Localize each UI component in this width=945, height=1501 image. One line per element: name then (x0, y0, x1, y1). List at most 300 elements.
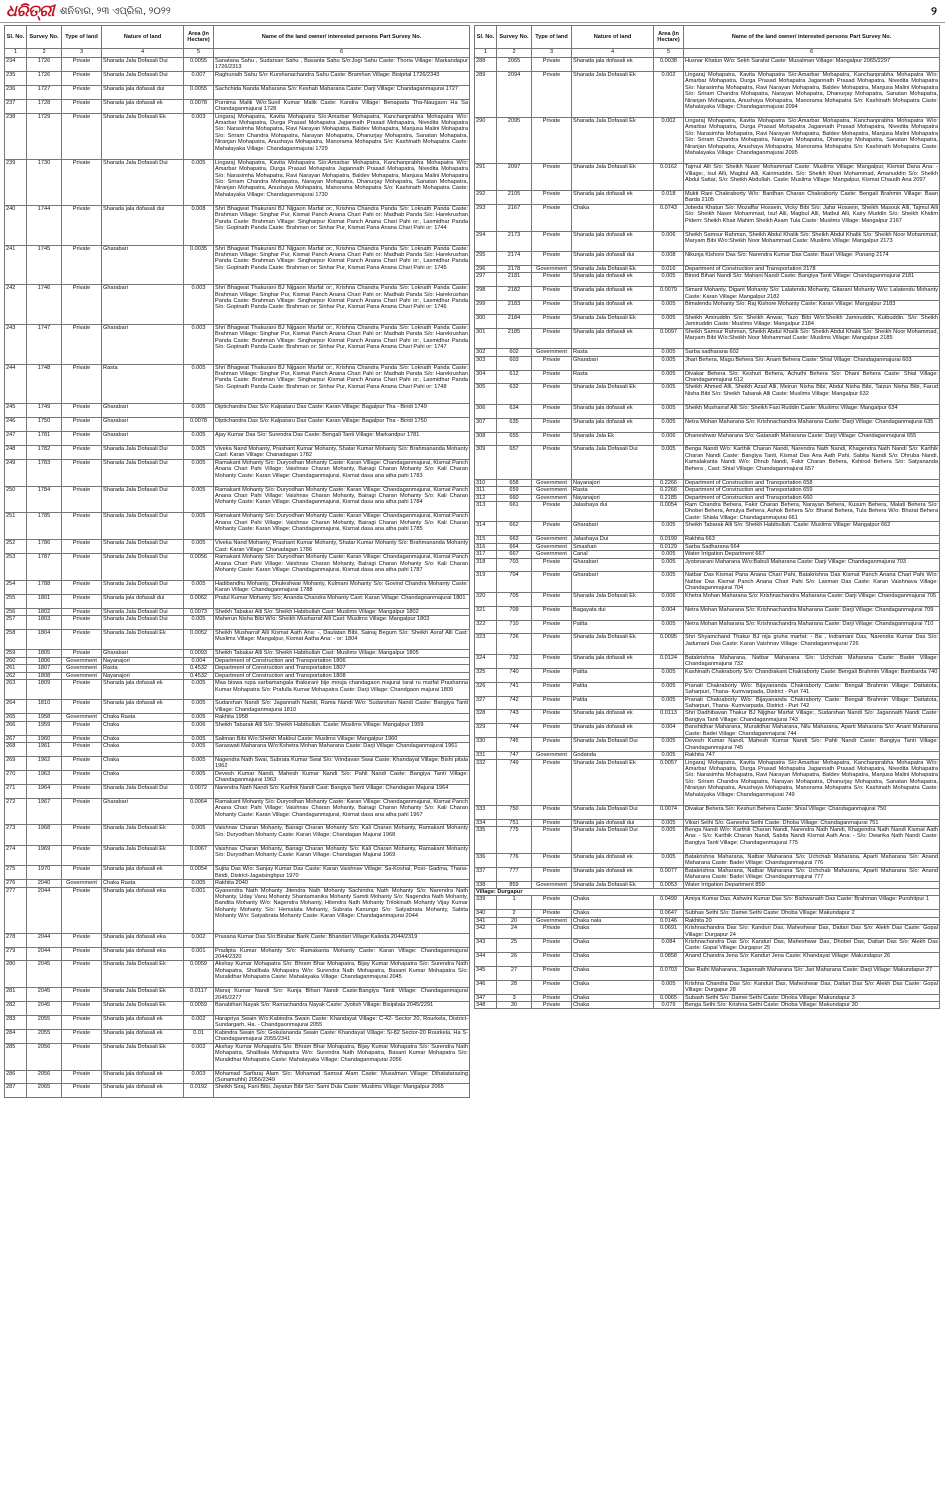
cell-area: 0.005 (654, 668, 684, 682)
table-row (475, 356, 940, 370)
cell-sl-no: 329 (475, 724, 497, 738)
cell-type-of-land: Private (532, 966, 572, 980)
cell-type-of-land: Private (532, 58, 572, 72)
cell-owner-name: Vikari Sethi S/o: Ganesha Sethi Caste: Dhoba Village: Chandaganmajurai 751 (684, 819, 940, 826)
cell-sl-no: 338 (475, 881, 497, 888)
cell-nature-of-land: Gharabari (572, 522, 654, 536)
cell-nature-of-land: Sharada Jala Dofasali Dui (102, 159, 184, 205)
cell-owner-name: Ram Chandra Behera, Fakir Charan Behera, Narayan Behera, Kusum Behera, Malati Behera S/o: Dhobei Behera, Amulya Behera, Ashok Behera S/o: Bharat Behera, Tula Behera W/o: Bharat Behera Caste: Shiala Village: Chandaganmajurai 661 (685, 502, 938, 521)
cell-survey-no: 709 (497, 606, 532, 620)
cell-nature-of-land: Patita (572, 668, 654, 682)
cell-owner-name: Shri Shyamchand Thakur BJ nija gruha marfat: - Ba , Indramani Das, Narendra Kumar Das S/o: Jadumani Das Caste: Karan Vaishnav Village: Chandaganmajurai 726 (684, 634, 940, 654)
cell-type-of-land: Government (532, 543, 572, 550)
cell-type-of-land: Private (62, 1070, 102, 1084)
table-row (475, 204, 940, 231)
cell-type-of-land: Private (62, 580, 102, 594)
table-row (5, 99, 470, 113)
cell-sl-no: 237 (5, 99, 27, 113)
table-row (5, 798, 470, 825)
cell-owner-name: Water Irrigation Department 667 (684, 551, 940, 558)
table-row (475, 980, 940, 994)
cell-owner-name: Lingaraj Mohapatra, Kavita Mohapatra S/o:Amarbar Mohapatra, Kanchanprabha Mohapatra W/o: Amarbar Mohapatra, Durga Prasad Mohapatra Jagannath Prasad Mohapatra, Nivedita Mohapatra S/o: Narasimha Mohapatra, Ravi Narayan Mohapatra, Baldev Mohapatra, Manjusa Malini Mohapatra S/o: Sriram Chandra Mohapatra, Narayan Mohapatra, Dhanurjay Mohapatra, Sanatan Mohapatra, Niranjan Mohapatra, Anushaya Mohapatra, Manorama Mohapatra S/o: Kashinath Mohapatra Caste: Mahalayaka Village: Chandaganmajurai 2094 (684, 71, 940, 117)
cell-type-of-land: Government (532, 536, 572, 543)
table-row (5, 825, 470, 845)
cell-nature-of-land: Nayanajori (102, 672, 184, 679)
cell-sl-no: 267 (5, 735, 27, 742)
cell-survey-no: 1730 (27, 159, 62, 205)
cell-nature-of-land: Chaka (572, 1002, 654, 1009)
cell-owner-name: Ramakant Mohanty S/o: Duryodhan Mohanty Caste: Karan Village: Chandaganmajurai, Kismat Panch Anana Chari Pahi Village: Vaishnav Charan Mohanty, Bairagi Charan Mohanty S/o: Kali Charan Mohanty Caste: Karan Village: Chandaganmajurai, Kismat dasa ana atha pahi 1784 (214, 486, 470, 513)
column-number: 4 (572, 49, 654, 58)
cell-type-of-land: Private (532, 315, 572, 329)
cell-nature-of-land: Rasta (572, 487, 654, 494)
cell-owner-name: Amiya Kumar Das, Ashwini Kumar Das S/o: Bishwanath Das Caste: Brahman Village: Purohitpur 1 (684, 896, 940, 910)
cell-sl-no: 283 (5, 1016, 27, 1030)
cell-sl-no: 280 (5, 961, 27, 988)
cell-sl-no: 259 (5, 650, 27, 657)
header-owner-name: Name of the land owner/ interested persons Part Survey No. (684, 26, 940, 49)
cell-area: 0.0703 (654, 966, 684, 980)
cell-owner-name: Rakhita 2040 (214, 880, 470, 887)
cell-survey-no: 1746 (27, 285, 62, 325)
table-row (5, 947, 470, 961)
cell-area: 0.005 (654, 682, 684, 696)
cell-sl-no: 319 (475, 572, 497, 592)
cell-type-of-land: Private (62, 205, 102, 245)
cell-sl-no: 275 (5, 866, 27, 880)
cell-survey-no: 659 (497, 487, 532, 494)
table-row (475, 939, 940, 953)
cell-owner-name: Department of Construction and Transportation 659 (684, 487, 940, 494)
cell-sl-no: 324 (475, 654, 497, 668)
header-type-of-land: Type of land (532, 26, 572, 49)
column-number: 3 (532, 49, 572, 58)
table-row (475, 966, 940, 980)
cell-survey-no: 751 (497, 819, 532, 826)
cell-survey-no: 1785 (27, 513, 62, 540)
cell-type-of-land: Private (532, 558, 572, 572)
table-row (5, 672, 470, 679)
cell-type-of-land: Private (532, 384, 572, 404)
cell-sl-no: 295 (475, 252, 497, 266)
cell-area: 0.005 (184, 880, 214, 887)
cell-owner-name: Sheikh Tabarak Alli S/o: Sheikh Habibullah. Caste: Muslims Village: Mangalpur 1959 (214, 721, 470, 735)
cell-sl-no: 249 (5, 459, 27, 486)
table-row (475, 71, 940, 117)
cell-area: 0.0499 (654, 896, 684, 910)
table-row (475, 328, 940, 348)
cell-sl-no: 288 (475, 58, 497, 72)
cell-type-of-land: Private (62, 866, 102, 880)
cell-sl-no: 261 (5, 665, 27, 672)
cell-type-of-land: Private (532, 164, 572, 191)
cell-type-of-land: Private (532, 356, 572, 370)
cell-sl-no: 236 (5, 85, 27, 99)
header-survey-no: Survey No. (497, 26, 532, 49)
cell-area: 0.0192 (184, 1084, 214, 1098)
cell-area: 0.005 (654, 572, 684, 592)
cell-area: 0.0073 (184, 608, 214, 615)
cell-type-of-land: Private (532, 819, 572, 826)
cell-type-of-land: Private (62, 285, 102, 325)
cell-nature-of-land: Chaka (102, 735, 184, 742)
cell-owner-name: Ramakant Mohanty S/o: Duryodhan Mohanty Caste: Karan Village: Chandaganmajurai, Kismat Panch Anana Chari Pahi Village: Vaishnav Charan Mohanty, Bairagi Charan Mohanty S/o: Kali Charan Mohanty Caste: Karan Village: Chandaganmajurai, Kismat dasa ana atha pahi 1785 (214, 513, 470, 540)
cell-area: 0.0097 (654, 328, 684, 348)
table-row (5, 845, 470, 865)
cell-survey-no: 1781 (27, 432, 62, 446)
cell-nature-of-land: Gharabari (102, 324, 184, 364)
cell-owner-name: Mohamad Sarfaraj Alam S/o: Mohamad Samsul Alam Caste: Musalman Village: Dihatatarasing (Sunamuhhi) 2056/2349 (215, 1070, 468, 1083)
cell-nature-of-land: Sharada Jala Dofasali Dui (102, 580, 184, 594)
cell-area: 0.0072 (184, 784, 214, 798)
cell-owner-name: Department of Construction and Transportation 1806 (214, 657, 470, 664)
cell-nature-of-land: Chaka nala (572, 917, 654, 924)
table-row (475, 418, 940, 432)
cell-sl-no: 235 (5, 71, 27, 85)
cell-sl-no: 272 (5, 798, 27, 825)
header-nature-of-land: Nature of land (102, 26, 184, 49)
cell-owner-name: Department of Construction and Transportation 658 (684, 479, 940, 486)
cell-type-of-land: Private (62, 113, 102, 159)
cell-nature-of-land: Smashan (572, 543, 654, 550)
cell-owner-name: Kashinath Chakraborty S/o: Chandrakant Chakraborty Caste: Bengali Brahmin Village: Bambarda 740 (684, 668, 940, 682)
cell-survey-no: 1964 (27, 784, 62, 798)
cell-nature-of-land: Sharada Jala Dofasali Dui (102, 459, 184, 486)
table-header-row (5, 26, 470, 49)
cell-survey-no: 1806 (27, 657, 62, 664)
column-number: 4 (102, 49, 184, 58)
cell-area: 0.001 (184, 887, 214, 933)
cell-nature-of-land: Chaka (572, 980, 654, 994)
cell-nature-of-land: Gharabari (572, 558, 654, 572)
cell-owner-name: Pradipta Kumar Mohanty S/o: Ramakanta Mohanty Caste: Karan Village: Chandaganmajurai 2044/2320 (215, 947, 468, 960)
cell-area: 0.2266 (654, 479, 684, 486)
cell-survey-no: 2182 (497, 287, 532, 301)
cell-sl-no: 332 (475, 759, 497, 805)
cell-type-of-land: Private (532, 118, 572, 164)
cell-nature-of-land: Sharada Jala Ek (572, 432, 654, 446)
cell-nature-of-land: Sharada Jala Dofasali Ek (572, 881, 654, 888)
cell-type-of-land: Private (532, 952, 572, 966)
table-row (475, 190, 940, 204)
cell-owner-name: Viveka Nand Mohanty, Prashant Kumar Mohanty, Shatar Kumar Mohanty S/o: Brahmananda Mohanty Cast: Karan Village: Chanadagan 1782 (215, 445, 468, 459)
cell-area: 0.0113 (654, 710, 684, 724)
cell-survey-no: 1728 (27, 99, 62, 113)
cell-nature-of-land: Gharabari (102, 650, 184, 657)
cell-owner-name: Nikunja Kishore Das S/o: Narendra Kumar Das Caste: Bauri Village: Punang 2174 (684, 252, 940, 266)
newspaper-logo: ଧରିତ୍ରୀ (6, 1, 54, 20)
cell-type-of-land: Private (532, 682, 572, 696)
cell-nature-of-land: Sharada jala dofasali ek (572, 710, 654, 724)
cell-survey-no: 2095 (497, 118, 532, 164)
cell-nature-of-land: Chaka (572, 952, 654, 966)
cell-area: 0.005 (184, 513, 214, 540)
cell-nature-of-land: Sharada jala dofasali dui (102, 594, 184, 608)
cell-sl-no: 263 (5, 680, 27, 700)
cell-type-of-land: Private (62, 1016, 102, 1030)
cell-survey-no: 1748 (27, 364, 62, 404)
cell-area: 0.005 (184, 680, 214, 700)
cell-owner-name: Anand Chandra Jena S/o: Kanduri Jena Caste: Khandayat Village: Makundapur 26 (684, 952, 940, 966)
table-row (5, 113, 470, 159)
cell-survey-no: 1809 (27, 680, 62, 700)
cell-nature-of-land: Jalashaya Dui (572, 536, 654, 543)
cell-type-of-land: Private (62, 324, 102, 364)
cell-owner-name: Department of Construction and Transportation 2178 (684, 265, 940, 272)
cell-type-of-land: Private (62, 770, 102, 784)
cell-owner-name: Krishnachandra Das S/o: Kanduri Das, Maheshwar Das, Daitari Das S/o: Alekh Das Caste: Gopal Village: Durgapur 24 (685, 925, 938, 938)
cell-survey-no: 740 (497, 668, 532, 682)
cell-type-of-land: Private (532, 738, 572, 752)
cell-sl-no: 347 (475, 994, 497, 1001)
cell-nature-of-land: Chaka Rasta (102, 880, 184, 887)
cell-area: 0.005 (184, 700, 214, 714)
table-row (475, 696, 940, 710)
cell-survey-no: 1803 (27, 616, 62, 630)
cell-area: 0.005 (654, 349, 684, 356)
cell-sl-no: 322 (475, 620, 497, 634)
table-row (475, 536, 940, 543)
table-row (475, 349, 940, 356)
cell-survey-no: 1750 (27, 418, 62, 432)
cell-owner-name: Mukti Rani Chakraborty W/o: Bardhan Charan Chakraborty Caste: Bengali Brahmin Village: Baan Barda 2105 (685, 190, 938, 204)
cell-nature-of-land: Gharabari (102, 418, 184, 432)
cell-survey-no: 750 (497, 805, 532, 819)
cell-nature-of-land: Gharabari (102, 245, 184, 285)
cell-nature-of-land: Sharada Jala Dofasali Dui (102, 608, 184, 615)
cell-nature-of-land: Bagayata dui (572, 606, 654, 620)
cell-type-of-land: Private (532, 939, 572, 953)
cell-type-of-land: Government (532, 479, 572, 486)
cell-sl-no: 292 (475, 190, 497, 204)
cell-nature-of-land: Sharada jala dofasali ek (102, 1084, 184, 1098)
cell-survey-no: 1783 (27, 459, 62, 486)
cell-type-of-land: Private (532, 925, 572, 939)
header-owner-name: Name of the land owner/ interested persons Part Survey No. (214, 26, 470, 49)
cell-type-of-land: Private (532, 273, 572, 287)
cell-nature-of-land: Sharada jala dofasali ek (572, 654, 654, 668)
cell-survey-no: 27 (497, 966, 532, 980)
table-row (475, 446, 940, 479)
cell-survey-no: 632 (497, 384, 532, 404)
table-row (5, 1016, 470, 1030)
column-number: 6 (214, 49, 470, 58)
cell-nature-of-land: Gharabari (572, 356, 654, 370)
right-column (474, 25, 940, 1098)
table-row (475, 1002, 940, 1009)
cell-sl-no: 238 (5, 113, 27, 159)
cell-area: 0.005 (184, 580, 214, 594)
table-row (5, 961, 470, 988)
cell-type-of-land: Private (532, 620, 572, 634)
table-row (475, 551, 940, 558)
cell-nature-of-land: Gharabari (102, 432, 184, 446)
cell-sl-no: 335 (475, 826, 497, 853)
table-row (475, 265, 940, 272)
cell-nature-of-land: Patita (572, 620, 654, 634)
table-row (475, 710, 940, 724)
cell-area: 0.0052 (184, 630, 214, 650)
cell-survey-no: 1726 (27, 58, 62, 72)
cell-owner-name: Subhas Sethi S/o: Damei Sethi Caste: Dhoba Village: Makundapur 2 (684, 910, 940, 917)
table-row (5, 285, 470, 325)
cell-owner-name: Jyotsnarani Maharana W/o:Babuli Maharana Caste: Darji Village: Chandaganmajurai 703 (684, 558, 940, 572)
cell-sl-no: 327 (475, 696, 497, 710)
table-row (475, 853, 940, 867)
cell-nature-of-land: Sharada jala dofasali ek (102, 1016, 184, 1030)
cell-nature-of-land: Sharada jala dofasali ek (572, 231, 654, 251)
cell-area: 0.005 (654, 315, 684, 329)
cell-owner-name: Rakhita 747 (684, 752, 940, 759)
cell-sl-no: 266 (5, 721, 27, 735)
table-row (5, 700, 470, 714)
header-sl-no: Sl. No. (5, 26, 27, 49)
table-row (475, 479, 940, 486)
cell-type-of-land: Private (62, 947, 102, 961)
cell-nature-of-land: Rasta (572, 370, 654, 384)
cell-owner-name: Divakar Behera S/o: Keshuri Behera Caste: Shial Village: Chandaganmajurai 750 (684, 805, 940, 819)
left-column (4, 25, 470, 1098)
cell-survey-no: 1960 (27, 735, 62, 742)
cell-area: 0.018 (654, 190, 684, 204)
cell-owner-name: Sachchida Nanda Maharana S/o: Keshab Maharana Caste: Darji Village: Chandaganmajurai 1727 (214, 85, 470, 99)
cell-survey-no: 2174 (497, 252, 532, 266)
cell-survey-no: 1805 (27, 650, 62, 657)
cell-type-of-land: Private (62, 58, 102, 72)
table-row (475, 231, 940, 251)
cell-type-of-land: Private (62, 85, 102, 99)
cell-type-of-land: Private (62, 159, 102, 205)
cell-area: 0.006 (654, 231, 684, 251)
cell-survey-no: 1787 (27, 554, 62, 581)
table-body-left (5, 58, 470, 1098)
table-row (5, 988, 470, 1002)
table-row (5, 608, 470, 615)
cell-area: 0.005 (654, 620, 684, 634)
header-area: Area (in Hectare) (654, 26, 684, 49)
table-row (5, 665, 470, 672)
cell-sl-no: 305 (475, 384, 497, 404)
table-row (475, 543, 940, 550)
cell-type-of-land: Private (532, 204, 572, 231)
cell-type-of-land: Government (532, 917, 572, 924)
cell-type-of-land: Private (62, 757, 102, 771)
table-body-right (475, 58, 940, 1009)
cell-owner-name: Sarba Sadharana 664 (684, 543, 940, 550)
cell-owner-name: Natbar Das Kismat Pana Anana Chari Pahi, Batakrishna Das Kismat Panch Anana Chari Pahi W/o: Natbar Das Kismat Panch Anana Chari Pahi S/o: Laxman Das Caste: Karan Vaishnava Village: Chandaganmajurai 704 (685, 572, 938, 592)
cell-owner-name: Benga Sethi S/o: Krishna Sethi Caste: Dhoba Village: Makundapur 30 (684, 1002, 940, 1009)
cell-sl-no: 255 (5, 594, 27, 608)
table-row (5, 933, 470, 947)
cell-type-of-land: Private (532, 696, 572, 710)
cell-sl-no: 323 (475, 634, 497, 654)
column-number: 3 (62, 49, 102, 58)
table-row (475, 58, 940, 72)
cell-type-of-land: Government (62, 672, 102, 679)
cell-nature-of-land: Chaka (572, 994, 654, 1001)
table-row (5, 1043, 470, 1070)
table-row (475, 592, 940, 606)
cell-sl-no: 312 (475, 494, 497, 501)
cell-area: 0.0117 (184, 988, 214, 1002)
cell-area: 0.005 (654, 853, 684, 867)
cell-type-of-land: Private (532, 980, 572, 994)
cell-survey-no: 2183 (497, 301, 532, 315)
cell-nature-of-land: Chaka (572, 896, 654, 910)
cell-type-of-land: Private (532, 370, 572, 384)
cell-nature-of-land: Rasta (102, 364, 184, 404)
table-row (5, 1070, 470, 1084)
cell-type-of-land: Private (62, 418, 102, 432)
cell-type-of-land: Private (62, 554, 102, 581)
cell-area: 0.005 (184, 735, 214, 742)
cell-owner-name: Rakhita 1958 (214, 714, 470, 721)
table-row (5, 866, 470, 880)
cell-nature-of-land: Sharada jala dofasali ek (572, 418, 654, 432)
cell-nature-of-land: Chaka (572, 910, 654, 917)
cell-type-of-land: Private (62, 404, 102, 418)
cell-owner-name: Netra Mohan Maharana S/o: Krishnachandra Maharana Caste: Darji Village: Chandaganmajurai 635 (684, 418, 940, 432)
table-row (475, 487, 940, 494)
cell-owner-name: Maherun Nisha Bibi W/o: Sheikh Musharraf Alli Cast: Muslims Village: Mangalpur 1803 (214, 616, 470, 630)
cell-area: 0.0129 (654, 543, 684, 550)
cell-type-of-land: Private (62, 608, 102, 615)
cell-type-of-land: Private (62, 594, 102, 608)
cell-survey-no: 658 (497, 479, 532, 486)
cell-nature-of-land: Rasta (102, 665, 184, 672)
cell-nature-of-land: Sharada Jala Dofasali Dui (102, 71, 184, 85)
table-row (475, 752, 940, 759)
cell-area: 0.0074 (654, 805, 684, 819)
cell-nature-of-land: Chaka (572, 966, 654, 980)
table-row (5, 594, 470, 608)
cell-type-of-land: Private (62, 650, 102, 657)
column-number: 5 (654, 49, 684, 58)
cell-survey-no: 612 (497, 370, 532, 384)
cell-nature-of-land: Sharada jala dofasali dui (572, 252, 654, 266)
cell-area: 0.0691 (654, 925, 684, 939)
cell-area: 0.005 (184, 825, 214, 845)
cell-sl-no: 247 (5, 432, 27, 446)
table-row (475, 668, 940, 682)
cell-sl-no: 293 (475, 204, 497, 231)
cell-survey-no: 1 (497, 896, 532, 910)
cell-type-of-land: Private (62, 630, 102, 650)
cell-survey-no: 741 (497, 682, 532, 696)
cell-area: 0.005 (654, 522, 684, 536)
table-row (475, 738, 940, 752)
cell-type-of-land: Private (532, 1002, 572, 1009)
table-row (475, 634, 940, 654)
cell-owner-name: Saliman Bibi W/o:Sheikh Makbul Caste: Muslims Village: Mangalpur 1960 (214, 735, 470, 742)
cell-survey-no: 2181 (497, 273, 532, 287)
cell-area: 0.005 (184, 364, 214, 404)
cell-owner-name: Rakhita 663 (684, 536, 940, 543)
publication-date: ଶନିବାର, ୨୩ ଏପ୍ରିଲ, ୨୦୨୨ (59, 5, 171, 17)
cell-sl-no: 296 (475, 265, 497, 272)
cell-nature-of-land: Sharada jala dofasali ek (572, 404, 654, 418)
cell-sl-no: 320 (475, 592, 497, 606)
cell-type-of-land: Private (62, 735, 102, 742)
cell-type-of-land: Private (62, 99, 102, 113)
cell-sl-no: 250 (5, 486, 27, 513)
table-row (475, 252, 940, 266)
table-row (5, 1002, 470, 1016)
table-row (475, 315, 940, 329)
table-row (5, 580, 470, 594)
cell-sl-no: 268 (5, 743, 27, 757)
cell-sl-no: 284 (5, 1029, 27, 1043)
